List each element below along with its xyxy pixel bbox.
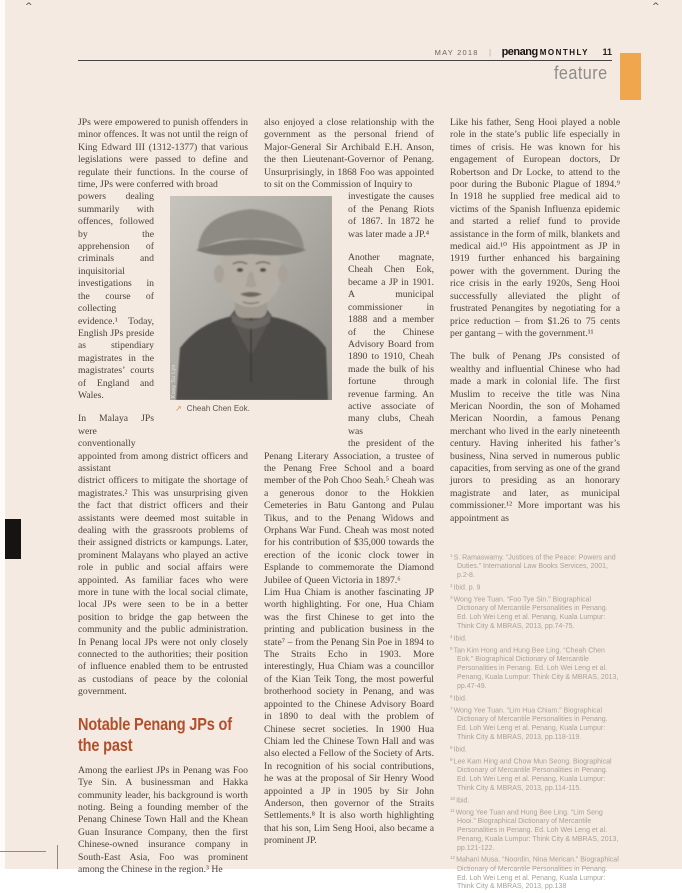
- crop-mark-bottom-left-h: [0, 851, 46, 852]
- photo-cutout-spacer: [162, 191, 248, 443]
- footnote-item: [450, 756, 620, 794]
- footnote-item: [450, 552, 620, 581]
- column-2: [264, 117, 434, 848]
- photo-credit: Koay Su Lyn: [171, 364, 177, 398]
- logo-monthly-word: MONTHLY: [539, 48, 590, 57]
- footnote-number: 1: [450, 553, 453, 558]
- body-paragraph: The bulk of Penang JPs consisted of wealthy and influential Chinese who had made a mark in colonial life. The first Muslim to receive the title was Nina Merican Noordin, the son of Mohamed Merican Noordin, a famous Penang merchant who lived in the early nineteenth century. Having inherited his father’s business, Nina served in numerous public capacities, from serving as one of the grand jurors to presiding as an honorary magistrate and later, as municipal commissioner.¹² More important was his appointment as: [450, 351, 620, 524]
- footnote-item: [450, 807, 620, 853]
- footnote-item: [450, 582, 620, 593]
- crop-mark-top-right: ^: [652, 2, 660, 12]
- column-1: [78, 117, 248, 876]
- masthead-separator: |: [489, 48, 492, 57]
- column-3: [450, 117, 620, 893]
- body-paragraph: Among the earliest JPs in Penang was Foo Tye Sin. A businessman and Hakka community leader, his background is worth noting. Being a founding member of the Penang Chinese Town Hall and the Khean Guan Insurance Company, then the first Chinese-owned insurance company in South-East Asia, Foo was prominent among the Chinese in the region.³ He: [78, 764, 248, 875]
- footnote-text: Ibid.: [453, 746, 467, 754]
- footnote-number: 2: [450, 582, 453, 588]
- footnote-number: 4: [450, 633, 453, 639]
- caption-text: Cheah Chen Eok.: [186, 404, 250, 413]
- logo-penang-word: penang: [501, 46, 538, 58]
- edge-index-tab: [5, 519, 21, 559]
- masthead: [78, 42, 612, 60]
- footnote-number: 8: [450, 744, 453, 750]
- footnote-text: Wong Yee Tuan. “Foo Tye Sin.” Biographical Dictionary of Mercantile Personalities in Penang. Ed. Loh Wei Leng et al. Penang, Kuala Lumpur: Think City & MBRAS, 2013, pp.74-75.: [453, 596, 608, 631]
- crop-mark-bottom-left-v: [57, 845, 58, 869]
- body-paragraph: district officers to mitigate the shortage of magistrates.² This was unsurprising given the fact that district officers and their assistants were deemed most suitable in dealing with the grassroots problems of their assigned districts or kampungs. Later, prominent Malayans who played an active role in public and social affairs were appointed. As familiar faces who were more in tune with the local social climate, local JPs were seen to be in a better position to bridge the gap between the community and the public administration. In Penang local JPs were not only closely connected to the authorities; their position of influence enabled them to be entrusted as custodians of peace by the colonial government.: [78, 475, 248, 698]
- issue-date: MAY 2018: [434, 48, 479, 57]
- footnote-number: 5: [450, 646, 453, 652]
- footnote-item: [450, 693, 620, 704]
- footnote-text: Tan Kim Hong and Hung Bee Ling. “Cheah Chen Eok.” Biographical Dictionary of Mercantile Personalities in Penang. Ed. Loh Wei Leng et al. Penang, Kuala Lumpur: Think City & MBRAS, 2013, pp.47-49.: [453, 647, 619, 690]
- body-paragraph: powers dealing summarily with offences, followed by the apprehension of criminals and inquisitorial investigations in the course of collecting evidence.¹ Today, English JPs preside as stipendiary magistrates in the magistrates’ courts of England and Wales.: [78, 191, 154, 401]
- body-paragraph: the president of the Penang Literary Association, a trustee of the Penang Free School and a board member of the Poh Choo Seah.⁵ Cheah was a generous donor to the Hokkien Cemeteries in Batu Gantong and Pulau Tikus, and to the Penang Widows and Orphans War Fund. Cheah was most noted for his contribution of $35,000 towards the erection of the iconic clock tower in Esplande to commemorate the Diamond Jubilee of Queen Victoria in 1897.⁶: [264, 438, 434, 586]
- body-paragraph: Like his father, Seng Hooi played a noble role in the state’s public life especially in times of crisis. He was known for his engagement of European doctors, Dr Robertson and Dr Locke, to attend to the poor during the Bubonic Plague of 1894.⁹ In 1918 he supplied free medical aid to victims of the Spanish Influenza epidemic and started a relief fund to provide assistance in the form of milk, blankets and medical aid.¹⁰ His appointment as JP in 1919 further enhanced his bargaining power with the government. During the rice crisis in the early 1920s, Seng Hooi successfully alleviated the plight of frustrated Penangites by negotiating for a price reduction – from $1.26 to 75 cents per gantang – with the government.¹¹: [450, 117, 620, 339]
- footnote-text: S. Ramaswamy. “Justices of the Peace: Powers and Duties.” International Law Books Services, 2001, p.2-8.: [453, 554, 616, 580]
- crop-mark-top-left: ^: [25, 2, 33, 12]
- footnotes-list: [450, 552, 620, 892]
- photo-cutout-spacer: [264, 191, 340, 439]
- page-number: 11: [602, 47, 612, 57]
- footnote-text: Ibid.: [456, 797, 470, 805]
- footnote-text: Ibid. p. 9: [453, 584, 481, 592]
- footnote-number: 12: [450, 855, 456, 861]
- footnote-item: [450, 645, 620, 691]
- body-paragraph: In Malaya JPs were conventionally appointed from among district officers and assistant: [78, 413, 248, 474]
- body-paragraph: investigate the causes of the Penang Riots of 1867. In 1872 he was later made a JP.⁴: [348, 191, 434, 240]
- penang-monthly-logo: [502, 42, 589, 59]
- footnote-item: [450, 744, 620, 755]
- footnote-text: Mahani Musa. “Noordin, Nina Merican.” Biographical Dictionary of Mercantile Personalities in Penang. Ed. Loh Wei Leng et al. Penang, Kuala Lumpur: Think City & MBRAS, 2013, pp.138: [456, 856, 619, 891]
- footnote-number: 10: [450, 795, 456, 801]
- body-paragraph: also enjoyed a close relationship with the government as the personal friend of Major-General Sir Archibald E.H. Anson, the then Lieutenant-Governor of Penang. Unsurprisingly, in 1868 Foo was appointed to sit on the Commission of Inquiry to: [264, 117, 434, 191]
- header-rule: [78, 60, 612, 61]
- body-paragraph: JPs were empowered to punish offenders in minor offences. It was not until the reign of King Edward III (1312-1377) that various legislations were passed to define and regulate their functions. In the course of time, JPs were conferred with broad: [78, 117, 248, 191]
- footnote-number: 11: [450, 807, 455, 813]
- footnote-item: [450, 795, 620, 806]
- section-color-block: [620, 53, 641, 100]
- footnote-item: [450, 705, 620, 743]
- footnote-text: Wong Yee Tuan and Hung Bee Ling. “Lim Seng Hooi.” Biographical Dictionary of Mercantile Personalities in Penang. Ed. Loh Wei Leng et al. Penang, Kuala Lumpur: Think City & MBRAS, 2013, pp.121-122.: [455, 809, 619, 852]
- caption-arrow-icon: ↗: [175, 404, 182, 413]
- footnote-number: 3: [450, 595, 453, 601]
- footnote-item: [450, 594, 620, 632]
- text-wrap-zone: [264, 191, 434, 438]
- footnote-text: Wong Yee Tuan. “Lim Hua Chiam.” Biographical Dictionary of Mercantile Personalities in Penang. Ed. Loh Wei Leng et al. Penang, Kuala Lumpur: Think City & MBRAS, 2013, pp.118-119.: [453, 707, 608, 741]
- footnote-number: 9: [450, 756, 453, 762]
- footnote-number: 7: [450, 705, 453, 711]
- footnote-number: 6: [450, 693, 453, 699]
- footnote-item: [450, 854, 620, 892]
- section-label: feature: [554, 63, 608, 83]
- body-paragraph: Lim Hua Chiam is another fascinating JP worth highlighting. For one, Hua Chiam was the first Chinese to get into the printing and publication business in the state⁷ – from the Penang Sin Poe in 1894 to The Straits Echo in 1903. More interestingly, Hua Chiam was a councillor of the Kian Teik Tong, the most powerful brotherhood society in Penang, and was appointed to the Chinese Advisory Board in 1890 to deal with the problem of Chinese secret societies. In 1900 Hua Chiam led the Chinese Town Hall and was also elected a Fellow of the Society of Arts. In recognition of his social contributions, he was at the proposal of Sir Henry Wood appointed a JP in 1905 by Sir John Anderson, then governor of the Straits Settlements.⁸ It is also worth highlighting that his son, Lim Seng Hooi, also became a prominent JP.: [264, 587, 434, 847]
- footnote-text: Ibid.: [453, 695, 467, 703]
- text-wrap-zone: [78, 191, 248, 475]
- page-edge: [0, 0, 5, 869]
- footnote-item: [450, 633, 620, 644]
- footnote-text: Lee Kam Hing and Chow Mun Seong. Biographical Dictionary of Mercantile Personalities in Penang. Ed. Loh Wei Leng et al. Penang, Kuala Lumpur: Think City & MBRAS, 2013, pp.114-115.: [453, 758, 612, 792]
- body-paragraph: Another magnate, Cheah Chen Eok, became a JP in 1901. A municipal commissioner in 1888 and a member of the Chinese Advisory Board from 1890 to 1910, Cheah made the bulk of his fortune through revenue farming. An active associate of many clubs, Cheah was: [348, 252, 434, 437]
- article-subheading: Notable Penang JPs of the past: [78, 713, 232, 755]
- footnote-text: Ibid.: [453, 635, 467, 643]
